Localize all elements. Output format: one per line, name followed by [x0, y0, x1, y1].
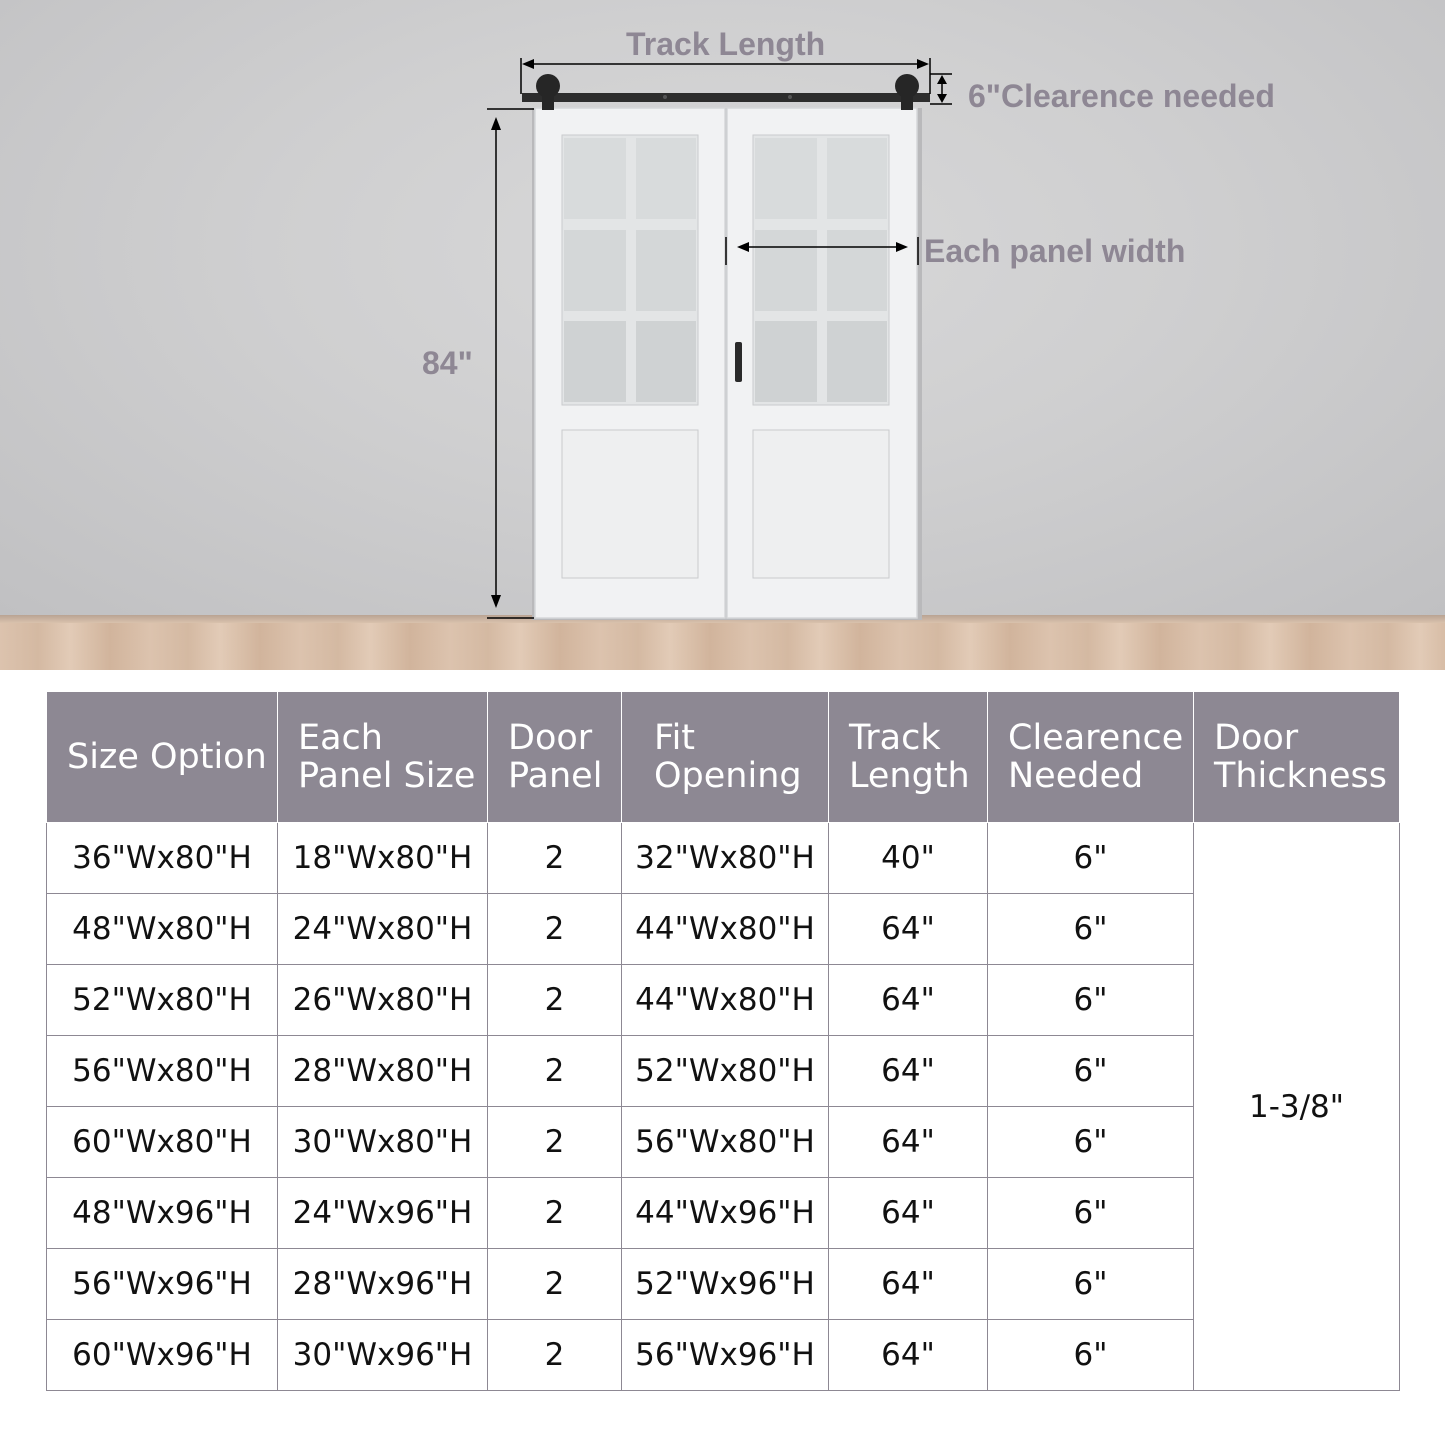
clearance-dimension: [930, 74, 952, 104]
glass-pane: [564, 321, 626, 402]
door-handle: [735, 342, 742, 382]
cell-size-option: 48"Wx80"H: [47, 894, 278, 965]
height-dimension: [487, 109, 534, 618]
glass-pane: [564, 230, 626, 311]
cell-panel-size: 30"Wx80"H: [278, 1107, 488, 1178]
cell-track-length: 64": [829, 1107, 988, 1178]
cell-panel-size: 18"Wx80"H: [278, 823, 488, 894]
glass-pane: [755, 321, 817, 402]
table-header-row: [47, 692, 1400, 823]
cell-size-option: 56"Wx96"H: [47, 1249, 278, 1320]
cell-track-length: 40": [829, 823, 988, 894]
cell-fit-opening: 52"Wx96"H: [622, 1249, 829, 1320]
lower-panel: [562, 430, 698, 578]
glass-pane: [636, 321, 696, 402]
track-length-label: Track Length: [626, 26, 826, 62]
height-label: 84": [422, 345, 473, 381]
cell-track-length: 64": [829, 1249, 988, 1320]
glass-pane: [755, 138, 817, 219]
cell-fit-opening: 44"Wx96"H: [622, 1178, 829, 1249]
cell-clearence: 6": [988, 1320, 1194, 1391]
cell-panel-size: 28"Wx96"H: [278, 1249, 488, 1320]
cell-clearence: 6": [988, 823, 1194, 894]
cell-fit-opening: 44"Wx80"H: [622, 965, 829, 1036]
cell-clearence: 6": [988, 1249, 1194, 1320]
clearance-label: 6"Clearence needed: [968, 78, 1275, 114]
cell-track-length: 64": [829, 1320, 988, 1391]
cell-door-panel: 2: [488, 894, 622, 965]
left-door-panel: [535, 108, 725, 618]
cell-door-panel: 2: [488, 1036, 622, 1107]
cell-door-thickness: 1-3/8": [1194, 823, 1400, 1391]
header-door-thickness: Door Thickness: [1194, 692, 1400, 823]
cell-clearence: 6": [988, 965, 1194, 1036]
cell-size-option: 60"Wx80"H: [47, 1107, 278, 1178]
cell-fit-opening: 52"Wx80"H: [622, 1036, 829, 1107]
cell-size-option: 48"Wx96"H: [47, 1178, 278, 1249]
lower-panel: [753, 430, 889, 578]
glass-pane: [636, 230, 696, 311]
cell-door-panel: 2: [488, 1249, 622, 1320]
cell-door-panel: 2: [488, 965, 622, 1036]
header-each-panel-size: Each Panel Size: [278, 692, 488, 823]
glass-pane: [636, 138, 696, 219]
glass-pane: [827, 321, 887, 402]
cell-fit-opening: 44"Wx80"H: [622, 894, 829, 965]
header-size-option: Size Option: [47, 692, 278, 823]
glass-pane: [827, 230, 887, 311]
glass-pane: [827, 138, 887, 219]
cell-clearence: 6": [988, 1107, 1194, 1178]
header-fit-opening: Fit Opening: [622, 692, 829, 823]
right-door-panel: [727, 108, 917, 618]
cell-fit-opening: 56"Wx80"H: [622, 1107, 829, 1178]
cell-track-length: 64": [829, 894, 988, 965]
cell-size-option: 60"Wx96"H: [47, 1320, 278, 1391]
cell-fit-opening: 56"Wx96"H: [622, 1320, 829, 1391]
cell-size-option: 56"Wx80"H: [47, 1036, 278, 1107]
cell-panel-size: 26"Wx80"H: [278, 965, 488, 1036]
track-rail: [522, 74, 930, 110]
cell-clearence: 6": [988, 1036, 1194, 1107]
table-row: [47, 823, 1400, 894]
track-length-dimension: [521, 58, 930, 94]
cell-door-panel: 2: [488, 1107, 622, 1178]
size-spec-table: [46, 691, 1400, 1391]
cell-size-option: 36"Wx80"H: [47, 823, 278, 894]
cell-clearence: 6": [988, 1178, 1194, 1249]
cell-panel-size: 28"Wx80"H: [278, 1036, 488, 1107]
cell-panel-size: 24"Wx80"H: [278, 894, 488, 965]
cell-track-length: 64": [829, 1178, 988, 1249]
cell-track-length: 64": [829, 1036, 988, 1107]
cell-clearence: 6": [988, 894, 1194, 965]
glass-pane: [564, 138, 626, 219]
cell-track-length: 64": [829, 965, 988, 1036]
panel-width-label: Each panel width: [924, 233, 1186, 269]
cell-size-option: 52"Wx80"H: [47, 965, 278, 1036]
cell-door-panel: 2: [488, 1320, 622, 1391]
cell-panel-size: 24"Wx96"H: [278, 1178, 488, 1249]
cell-door-panel: 2: [488, 823, 622, 894]
cell-fit-opening: 32"Wx80"H: [622, 823, 829, 894]
door-scene: [0, 0, 1445, 670]
header-clearence-needed: Clearence Needed: [988, 692, 1194, 823]
header-track-length: Track Length: [829, 692, 988, 823]
cell-panel-size: 30"Wx96"H: [278, 1320, 488, 1391]
glass-pane: [755, 230, 817, 311]
header-door-panel: Door Panel: [488, 692, 622, 823]
cell-door-panel: 2: [488, 1178, 622, 1249]
